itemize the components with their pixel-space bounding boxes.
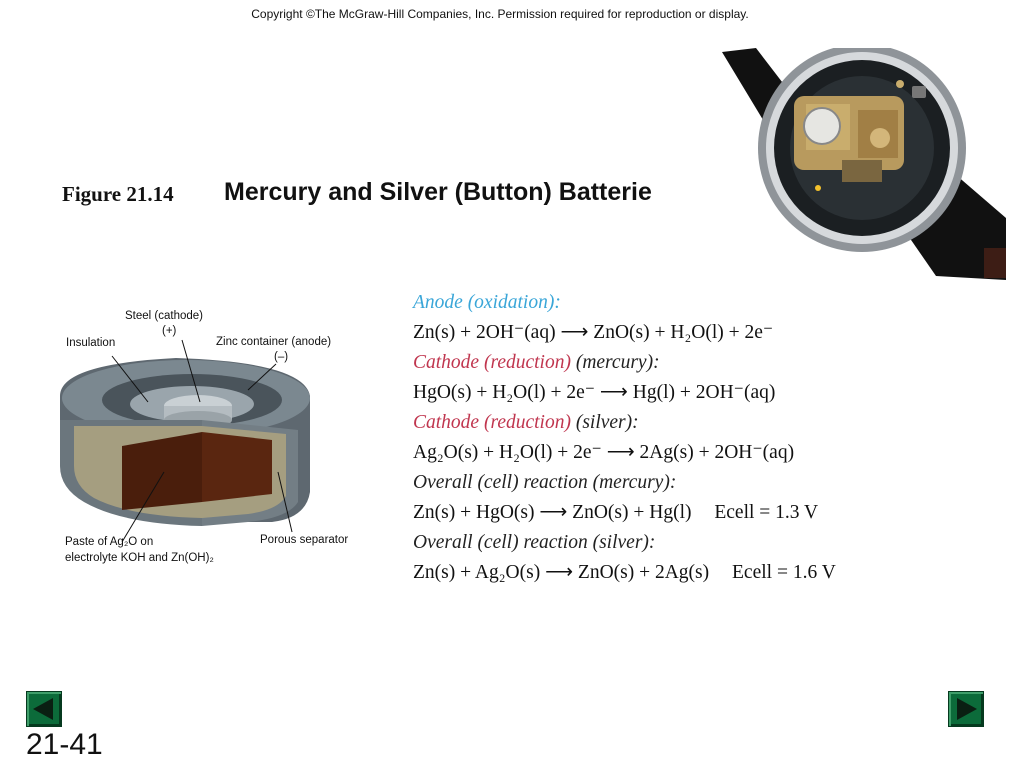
overall-silver-heading: Overall (cell) reaction (silver):	[413, 532, 656, 553]
paste-label-line2: electrolyte KOH and Zn(OH)₂	[65, 552, 214, 564]
insulation-label: Insulation	[66, 337, 116, 349]
wristwatch-image	[722, 48, 1006, 280]
cathode-silver-heading-suffix: (silver):	[575, 412, 639, 433]
copyright-notice: Copyright ©The McGraw-Hill Companies, Inc. Permission required for reproduction or display.	[251, 7, 749, 21]
overall-silver-equation: Zn(s) + Ag₂O(s) ⟶ ZnO(s) + 2Ag(s)	[413, 562, 710, 583]
button-battery-diagram	[52, 296, 360, 578]
triangle-left-icon	[27, 692, 61, 726]
previous-slide-button[interactable]	[26, 691, 62, 727]
slide-number: 21-41	[26, 728, 103, 761]
cathode-mercury-heading-label: Cathode (reduction)	[413, 352, 571, 373]
reaction-equations	[413, 288, 973, 588]
steel-sign-label: (+)	[162, 325, 177, 337]
anode-heading: Anode (oxidation):	[413, 292, 561, 313]
overall-mercury-heading: Overall (cell) reaction (mercury):	[413, 472, 677, 493]
cathode-mercury-heading-suffix: (mercury):	[575, 352, 660, 373]
overall-silver-ecell: Ecell = 1.6 V	[732, 562, 836, 583]
anode-equation: Zn(s) + 2OH⁻(aq) ⟶ ZnO(s) + H₂O(l) + 2e⁻	[413, 322, 774, 343]
paste-label-line1: Paste of Ag₂O on	[65, 536, 154, 548]
cathode-silver-heading-label: Cathode (reduction)	[413, 412, 571, 433]
cathode-silver-heading	[413, 408, 973, 438]
next-slide-button[interactable]	[948, 691, 984, 727]
overall-mercury-equation: Zn(s) + HgO(s) ⟶ ZnO(s) + Hg(l)	[413, 502, 692, 523]
overall-mercury-row	[413, 498, 973, 528]
steel-cathode-label: Steel (cathode)	[125, 310, 203, 322]
overall-silver-row	[413, 558, 973, 588]
triangle-right-icon	[949, 692, 983, 726]
porous-separator-label: Porous separator	[260, 534, 349, 546]
figure-label: Figure 21.14	[62, 182, 174, 206]
cathode-silver-equation: Ag₂O(s) + H₂O(l) + 2e⁻ ⟶ 2Ag(s) + 2OH⁻(aq)	[413, 442, 795, 463]
figure-title: Mercury and Silver (Button) Batterie	[224, 178, 652, 206]
zinc-anode-label: Zinc container (anode)	[216, 336, 332, 348]
cathode-mercury-heading	[413, 348, 973, 378]
overall-mercury-ecell: Ecell = 1.3 V	[714, 502, 819, 523]
zinc-sign-label: (–)	[274, 351, 289, 363]
cathode-mercury-equation: HgO(s) + H₂O(l) + 2e⁻ ⟶ Hg(l) + 2OH⁻(aq)	[413, 382, 776, 403]
